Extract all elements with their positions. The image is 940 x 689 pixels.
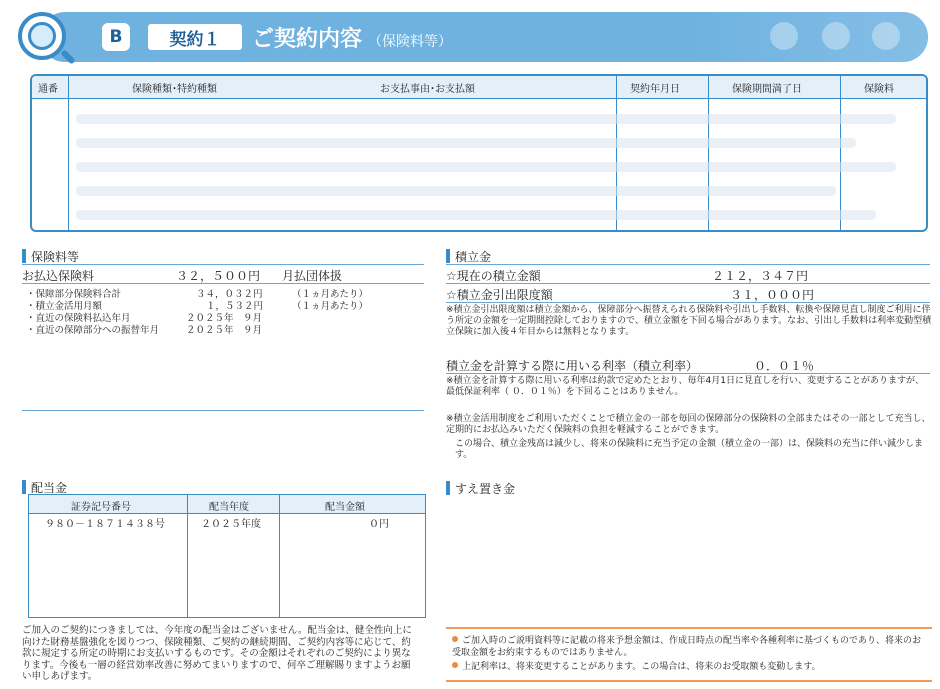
column-header: お支払事由･お支払額: [380, 84, 475, 95]
withdraw-limit-value: ３１，０００円: [730, 288, 815, 302]
policy-number: ９８０－１８７１４３８号: [45, 519, 165, 530]
usage-note-2: この場合、積立金残高は減少し、将来の保険料に充当予定の金額（積立金の一部）は、保険料の充当に伴い減少します。: [455, 439, 924, 460]
payment-method: 月払団体扱: [282, 269, 343, 283]
dividend-table: [28, 494, 426, 618]
detail-label: ・保障部分保険料合計: [26, 289, 122, 300]
detail-value: ３４，０３２円: [196, 289, 263, 300]
current-reserve-label: ☆現在の積立金額: [446, 269, 541, 283]
divider: [446, 302, 930, 303]
orange-rule: [446, 680, 932, 682]
contract-label: 契約１: [148, 24, 242, 50]
premium-section-title: 保険料等: [22, 248, 79, 265]
blurred-row: [76, 114, 896, 124]
column-header: 配当年度: [209, 502, 249, 513]
reserve-note: ※積立金引出限度額は積立金額から、保障部分へ振替えられる保険料や引出し手数料、転換や保障見直し制度ご利用に伴う所定の金額を一定期間控除しておりますので、積立金額を下回る場合があります。なお、引出し手数料は利率変動型積立保険に加入後４年目からは無料となります。: [446, 305, 932, 337]
column-header: 保険種類･特約種類: [132, 84, 217, 95]
magnifier-lens-icon: [28, 22, 56, 50]
dividend-year: ２０２５年度: [201, 519, 261, 530]
column-header: 保険料: [864, 84, 894, 95]
column-header: 証券記号番号: [71, 502, 131, 513]
usage-note: ※積立金活用制度をご利用いただくことで積立金の一部を毎回の保障部分の保険料の全部またはその一部として充当し、定期的にお払込みいただく保険料の負担を軽減することができます。: [446, 414, 931, 435]
orange-rule: [446, 627, 932, 629]
blurred-row: [76, 186, 836, 196]
divider: [22, 410, 424, 411]
divider: [22, 264, 424, 265]
column-header: 契約年月日: [630, 84, 680, 95]
footer-note: ご加入時のご説明資料等に記載の将来予想金額は、作成日時点の配当率や各種利率に基づくものであり、将来のお受取金額をお約束するものではありません。: [452, 636, 922, 658]
detail-note: （１ヵ月あたり）: [292, 301, 369, 312]
divider: [446, 373, 930, 374]
rate-note: ※積立金を計算する際に用いる利率は約款で定めたとおり、毎年4月1日に見直しを行い、変更することがありますが、最低保証利率（ ０．０１％）を下回ることはありません。: [446, 376, 924, 397]
detail-label: ・直近の保険料払込年月: [26, 313, 131, 324]
blurred-row: [76, 162, 896, 172]
rate-value: ０．０１％: [754, 359, 815, 373]
coverage-table: [30, 74, 928, 232]
divider: [446, 264, 930, 265]
detail-value: ２０２５年 ９月: [186, 325, 263, 336]
payment-amount: ３２，５００円: [176, 269, 261, 283]
detail-value: １，５３２円: [206, 301, 264, 312]
dividend-amount: ０円: [369, 519, 389, 530]
dividend-note: ご加入のご契約につきましては、今年度の配当金はございません。配当金は、健全性向上に向けた財務基盤強化を図りつつ、保険種類、ご契約の継続期間、ご契約内容等に応じて、約款に規定する所定の時期にお支払いするものです。その金額はそれぞれのご契約により異なります。今後も一層の経営効率改善に努めてまいりますので、何卒ご理解賜りますようお願い申しあげます。: [22, 625, 412, 682]
current-reserve-value: ２１２，３４７円: [712, 269, 809, 283]
column-header: 保険期間満了日: [732, 84, 802, 95]
detail-label: ・直近の保障部分への振替年月: [26, 325, 160, 336]
rate-label: 積立金を計算する際に用いる利率（積立利率）: [446, 359, 699, 373]
column-header: 配当金額: [325, 502, 365, 513]
withdraw-limit-label: ☆積立金引出限度額: [446, 288, 553, 302]
bullet-dot-icon: [452, 662, 458, 668]
header-ghost-badge: [872, 22, 900, 50]
blurred-row: [76, 210, 876, 220]
detail-note: （１ヵ月あたり）: [292, 289, 369, 300]
deferred-section-title: すえ置き金: [446, 480, 515, 497]
header-ghost-badge: [822, 22, 850, 50]
page-title: ご契約内容 （保険料等）: [252, 27, 453, 52]
dividend-section-title: 配当金: [22, 479, 67, 496]
footer-note: 上記利率は、将来変更することがあります。この場合は、将来のお受取額も変動します。: [452, 662, 922, 673]
divider: [446, 283, 930, 284]
payment-label: お払込保険料: [22, 269, 95, 283]
detail-value: ２０２５年 ９月: [186, 313, 263, 324]
section-badge: B: [102, 23, 130, 51]
blurred-row: [76, 138, 856, 148]
bullet-dot-icon: [452, 636, 458, 642]
reserve-section-title: 積立金: [446, 248, 491, 265]
header-ghost-badge: [770, 22, 798, 50]
column-header: 通番: [38, 84, 58, 95]
divider: [22, 283, 424, 284]
detail-label: ・積立金活用月額: [26, 301, 103, 312]
